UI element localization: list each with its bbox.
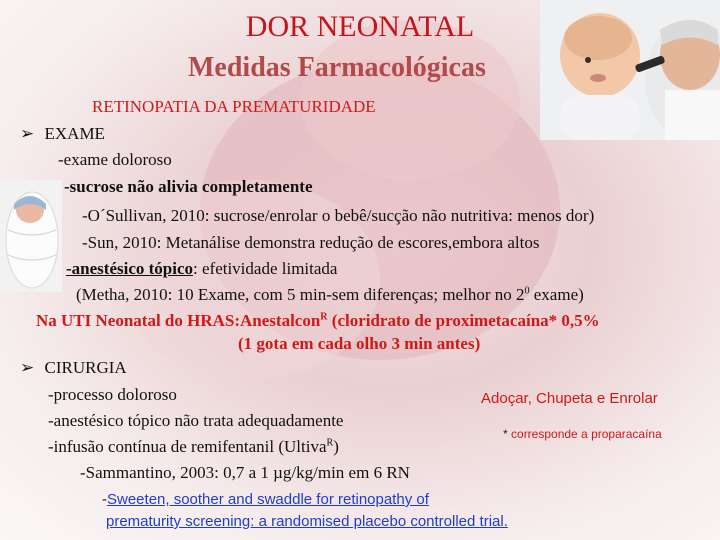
footnote-text: corresponde a proparacaína <box>511 427 662 441</box>
uti-pre: Na UTI Neonatal do HRAS:Anestalcon <box>36 311 321 330</box>
side-note: Adoçar, Chupeta e Enrolar <box>481 390 658 407</box>
bullet-cirurgia-label: CIRURGIA <box>44 358 127 377</box>
metha-pre: (Metha, 2010: 10 Exame, com 5 min-sem diferenças; melhor no 2 <box>76 285 525 304</box>
reference-link-2[interactable]: prematurity screening: a randomised placebo controlled trial. <box>106 513 508 530</box>
anestesico-prefix: -anestésico tópico <box>66 259 194 278</box>
reference-prefix: - <box>102 491 107 508</box>
bullet-exame <box>20 124 105 144</box>
footnote <box>503 427 662 441</box>
cirurgia-infusao <box>48 437 339 457</box>
arrow-bullet-icon: ➢ <box>20 358 35 377</box>
exame-sun: -Sun, 2010: Metanálise demonstra redução de escores,embora altos <box>82 233 540 252</box>
uti-post: (cloridrato de proximetacaína* 0,5% <box>327 311 600 330</box>
arrow-bullet-icon: ➢ <box>20 124 35 143</box>
cirurgia-doloroso: -processo doloroso <box>48 385 177 404</box>
exame-anestesico <box>66 259 337 279</box>
exame-sucrose: -sucrose não alivia completamente <box>64 177 313 196</box>
bullet-exame-label: EXAME <box>44 124 105 143</box>
bullet-cirurgia <box>20 358 127 378</box>
cirurgia-sammantino: -Sammantino, 2003: 0,7 a 1 µg/kg/min em 6 RN <box>80 463 410 482</box>
anestesico-suffix: : efetividade limitada <box>193 259 338 278</box>
exame-gota: (1 gota em cada olho 3 min antes) <box>238 334 481 353</box>
metha-sup: 0 <box>524 285 530 297</box>
exame-metha <box>76 285 584 305</box>
section-heading: RETINOPATIA DA PREMATURIDADE <box>92 97 376 116</box>
uti-sup: R <box>320 311 328 323</box>
infusao-pre: -infusão contínua de remifentanil (Ultiva <box>48 437 327 456</box>
metha-post: exame) <box>529 285 584 304</box>
infusao-post: ) <box>333 437 339 456</box>
exame-osullivan: -O´Sullivan, 2010: sucrose/enrolar o bebê/sucção não nutritiva: menos dor) <box>82 206 595 225</box>
cirurgia-anestesico: -anestésico tópico não trata adequadamente <box>48 411 344 430</box>
infusao-sup: R <box>326 437 334 449</box>
page-subtitle: Medidas Farmacológicas <box>188 52 486 83</box>
reference-link-1[interactable]: Sweeten, soother and swaddle for retinopathy of <box>107 491 429 508</box>
footnote-star: * <box>503 427 508 441</box>
page-title: DOR NEONATAL <box>245 10 475 43</box>
reference-line-1 <box>102 491 429 509</box>
swaddled-baby-photo <box>0 180 62 292</box>
exame-doloroso: -exame doloroso <box>58 150 172 169</box>
exame-uti <box>36 311 600 331</box>
